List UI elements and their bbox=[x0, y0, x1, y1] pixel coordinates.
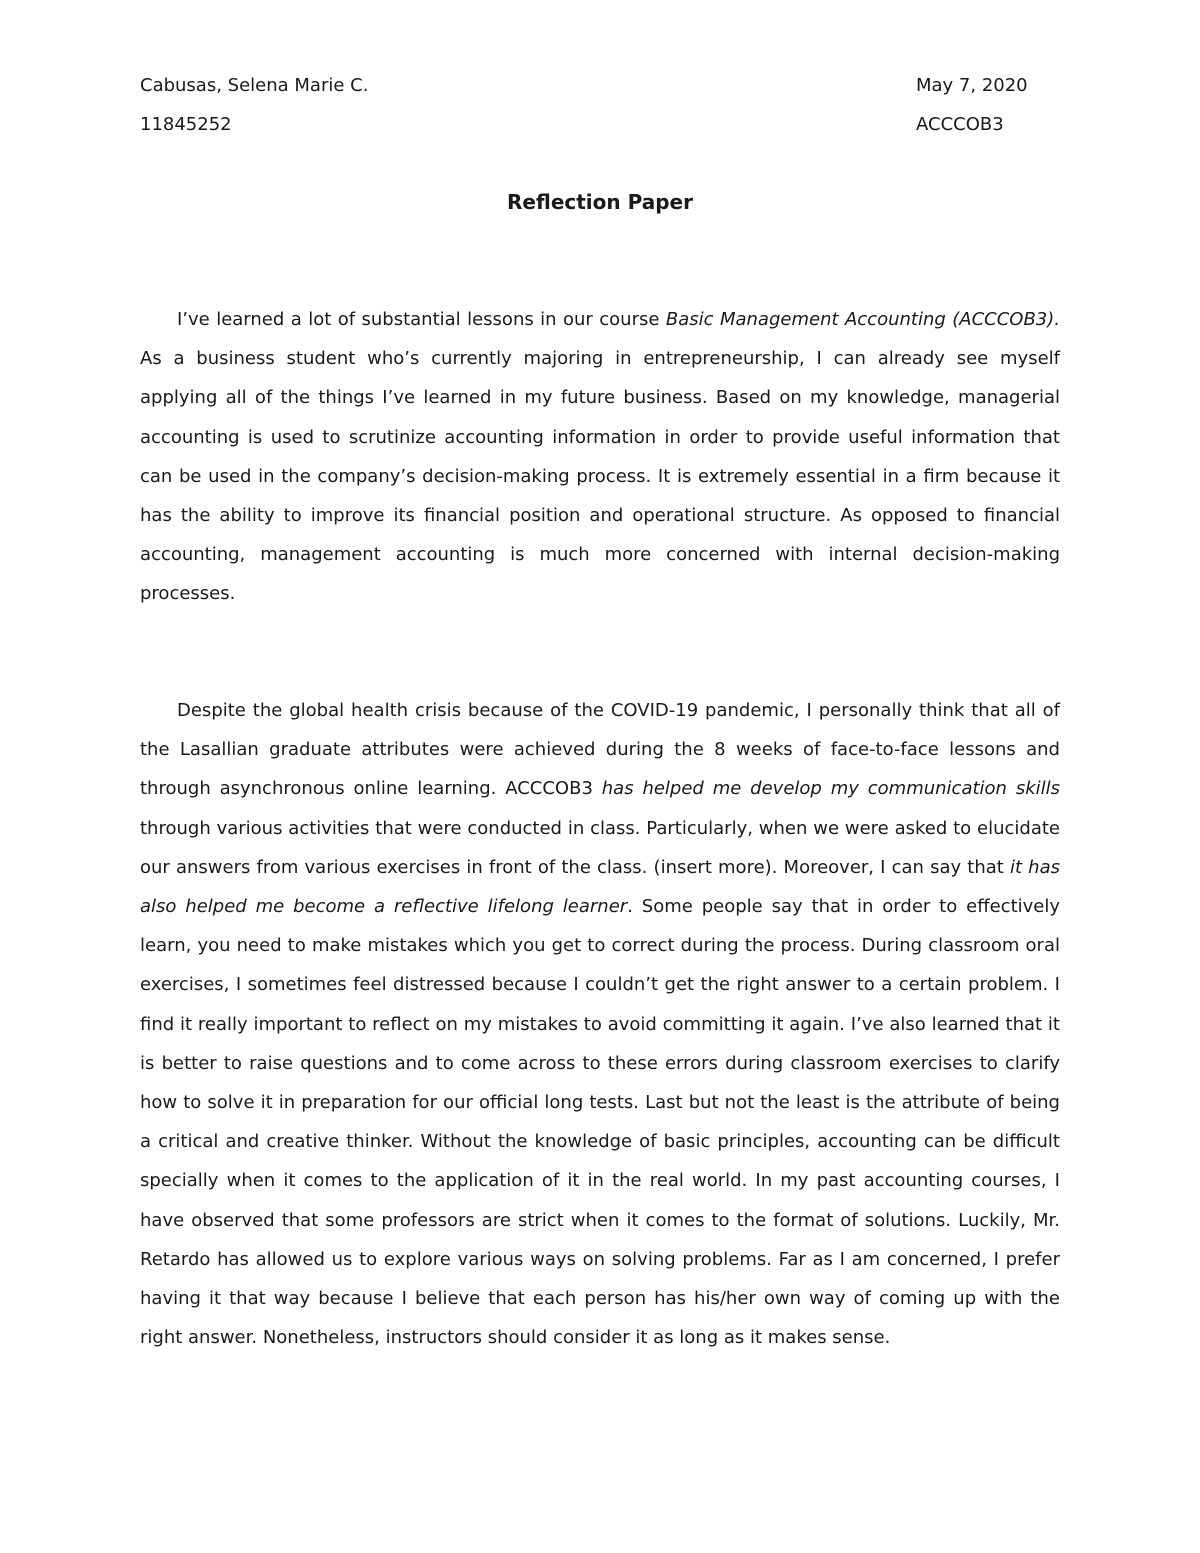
student-name: Cabusas, Selena Marie C. bbox=[140, 75, 369, 96]
document-title: Reflection Paper bbox=[507, 190, 693, 214]
paragraph-2-text: . Some people say that in order to effectively learn, you need to make mistakes which you get to correct during the process. During classroom oral exercises, I sometimes feel distressed because I couldn’t get the right answer to a certain problem. I find it really important to reflect on my mistakes to avoid committing it again. I’ve also learned that it is better to raise questions and to come across to these errors during classroom exercises to clarify how to solve it in preparation for our official long tests. Last but not the least is the attribute of being a critical and creative thinker. Without the knowledge of basic principles, accounting can be difficult specially when it comes to the application of it in the real world. In my past accounting courses, I have observed that some professors are strict when it comes to the format of solutions. Luckily, Mr. Retardo has allowed us to explore various ways on solving problems. Far as I am concerned, I prefer having it that way because I believe that each person has his/her own way of coming up with the right answer. Nonetheless, instructors should consider it as long as it makes sense. bbox=[140, 896, 1061, 1349]
attribute-lifelong-learner-italic: it has also helped me become a reflective lifelong learner bbox=[140, 856, 1060, 918]
document-date: May 7, 2020 bbox=[916, 75, 1028, 96]
course-name-italic: Basic Management Accounting (ACCCOB3). bbox=[665, 309, 1060, 330]
course-code: ACCCOB3 bbox=[916, 114, 1004, 135]
paragraph-2-text: Despite the global health crisis because of the COVID-19 pandemic, I personally think that all of the Lasallian graduate attributes were achieved during the 8 weeks of face-to-face lessons and through asynchronous online learning. ACCCOB3 bbox=[140, 700, 1060, 800]
paragraph-2 bbox=[140, 691, 1060, 1357]
attribute-communication-italic: has helped me develop my communication skills bbox=[601, 778, 1061, 800]
paragraph-2-text: through various activities that were conducted in class. Particularly, when we were asked to elucidate our answers from various exercises in front of the class. (insert more). Moreover, I can say that bbox=[140, 817, 1060, 878]
paragraph-1-text: I’ve learned a lot of substantial lessons in our course bbox=[177, 309, 666, 330]
paragraph-1-text: As a business student who’s currently majoring in entrepreneurship, I can already see myself applying all of the things I’ve learned in my future business. Based on my knowledge, managerial accounting is used to scrutinize accounting information in order to provide useful information that can be used in the company’s decision-making process. It is extremely essential in a firm because it has the ability to improve its financial position and operational structure. As opposed to financial accounting, management accounting is much more concerned with internal decision-making processes. bbox=[140, 348, 1060, 605]
paragraph-1 bbox=[140, 300, 1060, 614]
student-id: 11845252 bbox=[140, 114, 232, 135]
